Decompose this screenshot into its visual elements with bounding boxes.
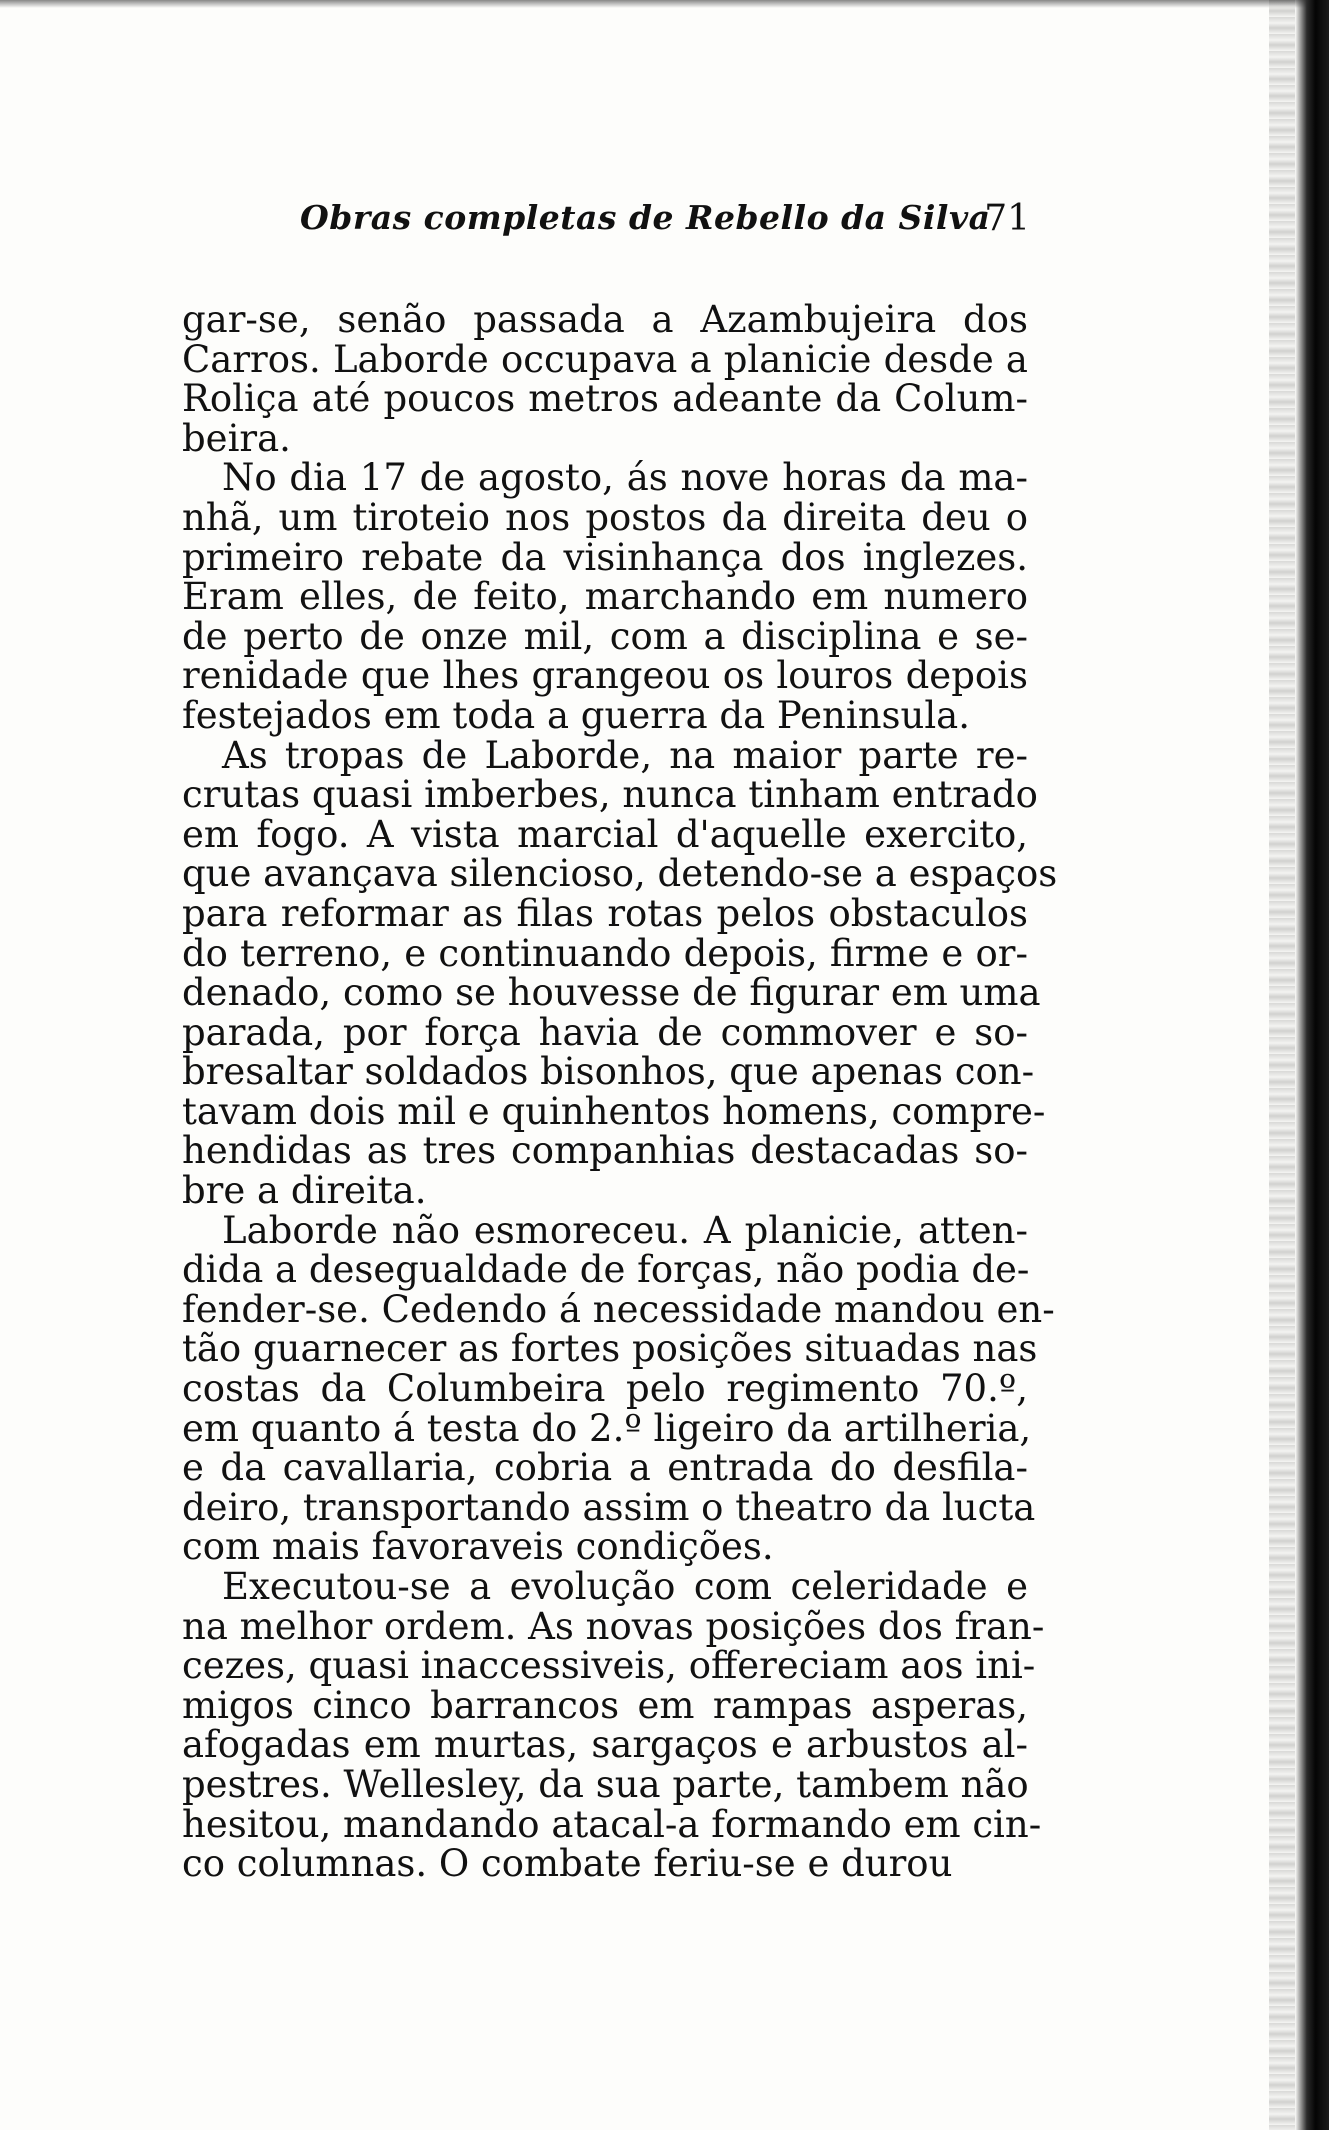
text-line: tavam dois mil e quinhentos homens, compre- [182,1089,1046,1133]
text-line: na melhor ordem. As novas posições dos fran- [182,1604,1045,1648]
paragraph [182,733,1058,1213]
text-line: com mais favoraveis condições. [182,1525,774,1569]
text-line: afogadas em murtas, sargaços e arbustos al- [182,1723,1028,1767]
text-line: crutas quasi imberbes, nunca tinham entrado [182,773,1038,817]
text-line: festejados em toda a guerra da Peninsula. [182,693,971,737]
paragraph [182,1208,1055,1569]
text-line: Laborde não esmoreceu. A planicie, atten- [222,1208,1028,1252]
text-line: costas da Columbeira pelo regimento 70.º, [182,1367,1028,1411]
paragraph [182,1565,1045,1886]
text-line: No dia 17 de agosto, ás nove horas da ma- [222,456,1028,500]
scan-top-edge [0,0,1329,8]
running-head [300,198,1030,248]
text-line: do terreno, e continuando depois, firme e or- [182,931,1028,975]
text-line: beira. [182,416,291,460]
text-line: em fogo. A vista marcial d'aquelle exercito, [182,812,1028,856]
text-line: cezes, quasi inaccessiveis, offereciam aos ini- [182,1644,1036,1688]
text-line: Roliça até poucos metros adeante da Colum- [182,377,1028,421]
text-line: parada, por força havia de commover e so- [182,1010,1028,1054]
page-number: 71 [984,198,1030,239]
text-line: hendidas as tres companhias destacadas so- [182,1129,1028,1173]
text-line: tão guarnecer as fortes posições situadas nas [182,1327,1038,1371]
text-line: migos cinco barrancos em rampas asperas, [182,1683,1028,1727]
paragraph [182,300,1028,458]
book-binding-edge [1295,0,1329,2130]
text-line: de perto de onze mil, com a disciplina e se- [182,614,1028,658]
text-line: Eram elles, de feito, marchando em numero [182,575,1028,619]
text-line: co columnas. O combate feriu-se e durou [182,1842,953,1886]
text-line: primeiro rebate da visinhança dos inglezes. [182,535,1028,579]
text-line: deiro, transportando assim o theatro da lucta [182,1485,1036,1529]
text-line: dida a desegualdade de forças, não podia de- [182,1248,1030,1292]
text-line: bresaltar soldados bisonhos, que apenas con- [182,1050,1035,1094]
text-line: nhã, um tiroteio nos postos da direita deu o [182,495,1028,539]
body-text [182,298,1058,1886]
text-line: para reformar as filas rotas pelos obstaculos [182,891,1028,935]
text-line: Carros. Laborde occupava a planicie desde a [182,337,1028,381]
binding-shadow [1269,0,1295,2130]
text-line: e da cavallaria, cobria a entrada do desfila- [182,1446,1028,1490]
paragraph [182,458,1028,735]
text-line: pestres. Wellesley, da sua parte, tambem não [182,1762,1029,1806]
text-line: em quanto á testa do 2.º ligeiro da artilheria, [182,1406,1032,1450]
text-line: bre a direita. [182,1169,427,1213]
text-line: hesitou, mandando atacal-a formando em cin- [182,1802,1042,1846]
text-line: denado, como se houvesse de figurar em uma [182,971,1041,1015]
text-line: renidade que lhes grangeou os louros depois [182,654,1028,698]
text-line: As tropas de Laborde, na maior parte re- [222,733,1028,777]
text-line: gar-se, senão passada a Azambujeira dos [182,298,1028,341]
text-line: fender-se. Cedendo á necessidade mandou en- [182,1287,1055,1331]
text-line: que avançava silencioso, detendo-se a espaços [182,852,1058,896]
text-line: Executou-se a evolução com celeridade e [222,1565,1028,1608]
running-title: Obras completas de Rebello da Silva [300,198,991,237]
